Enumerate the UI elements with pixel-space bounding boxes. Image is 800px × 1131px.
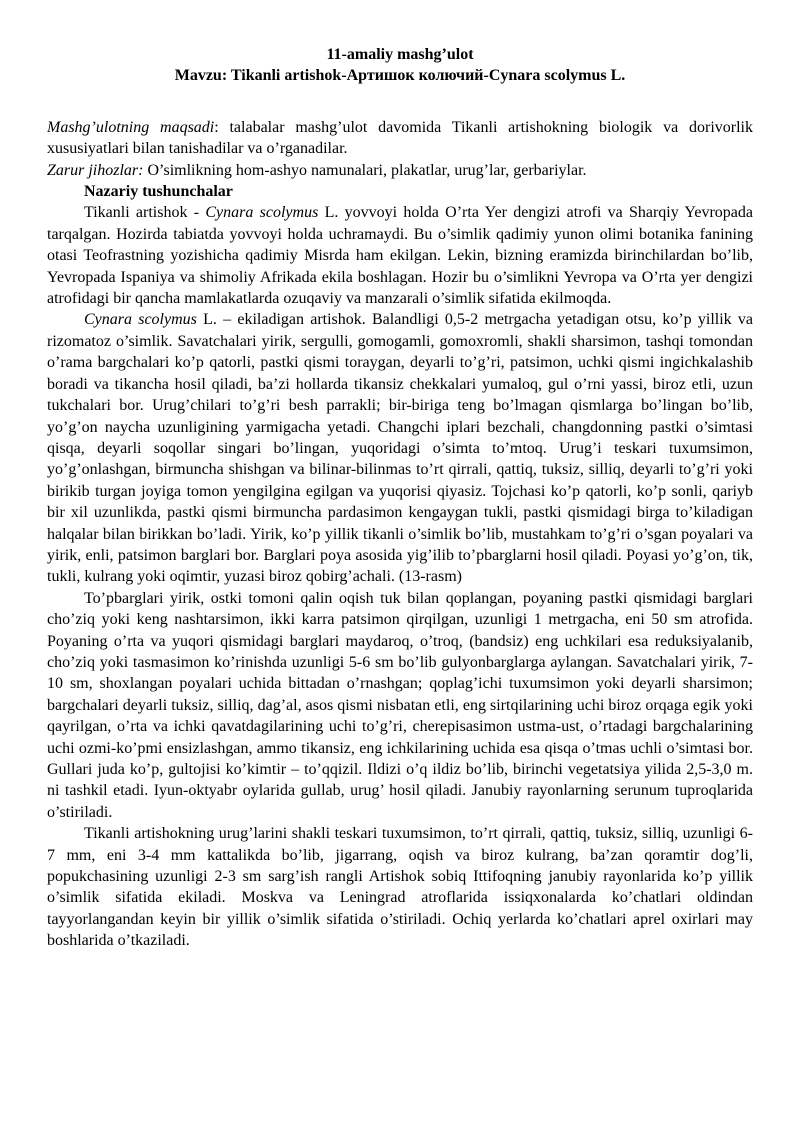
paragraph-seeds: Tikanli artishokning urug’larini shakli teskari tuxumsimon, to’rt qirrali, qattiq, tuksiz, silliq, uzunligi 6-7 mm, eni 3-4 mm kattalikda bo’lib, jigarrang, oqish va biroz kulrang, ba’zan qoramtir dog’li, popukchasining uzunligi 2-3 sm sarg’ish rangli Artishok sobiq Ittifoqning janubiy rayonlarida ko’p yillik o’simlik sifatida ekiladi. Moskva va Leningrad atroflarida issiqxonalarda ko’chatlari oldindan tayyorlangandan keyin bir yillik o’simlik sifatida o’stiriladi. Ochiq yerlarda ko’chatlari aprel oxirlari may boshlarida o’tkaziladi.	[47, 825, 753, 950]
objective-text: : talabalar mashg’ulot davomida Tikanli artishokning biologik va dorivorlik xususiyatlari bilan tanishadilar va o’rganadilar.	[47, 118, 753, 158]
equipment-text: O’simlikning hom-ashyo namunalari, plakatlar, urug’lar, gerbariylar.	[143, 161, 587, 179]
paragraph-intro	[47, 202, 753, 309]
description-text: L. – ekiladigan artishok. Balandligi 0,5-2 metrgacha yetadigan otsu, ko’p yillik va rizomatoz o’simlik. Savatchalari yirik, sergulli, gomogamli, gomoxromli, shakli sharsimon, tashqi tomondan o’rama bargchalari ko’p qatorli, pastki qismi toraygan, deyarli to’g’ri, patsimon, uchki qismi ingichkalashib boradi va tikancha hosil qiladi, ba’zi hollarda tikansiz chekkalari yumaloq, gul o’rni yassi, biroz etli, uzun tukchalari bor. Urug’chilari to’g’ri besh parrakli; bir-biriga teng bo’lmagan qismlarga bo’lingan bo’lib, yo’g’on naycha uzunligining yarmigacha yetadi. Changchi iplari bezchali, changdonning pastki o’simtasi qisqa, deyarli soqollar singari bo’lingan, yuqoridagi o’simta to’mtoq. Urug’i teskari tuxumsimon, yo’g’onlashgan, birmuncha shishgan va bilinar-bilinmas to’rt qirrali, qattiq, tuksiz, silliq, deyarli to’g’ri yoki birikib turgan joyiga tomon yengilgina egilgan va yuqorisi qiyasiz. Tojchasi ko’p qatorli, ko’p sonli, qariyb bir xil uzunlikda, pastki qismi birmuncha pardasimon kengaygan tukli, pastki qismidagi birga to’kiladigan halqalar bilan birikkan bo’ladi. Yirik, ko’p yillik tikanli o’simlik bo’lib, mustahkam to’g’ri o’sgan poyalari va yirik, enli, patsimon barglari bor. Barglari poya asosida yig’ilib to’pbarglarni hosil qiladi. Poyasi yo’g’on, tik, tukli, kulrang yoki oqimtir, yuzasi biroz qobirg’achali. (13-rasm)	[47, 311, 754, 586]
intro-latin-name: Cynara scolymus	[205, 204, 319, 222]
paragraph-description	[47, 309, 753, 587]
objective-label: Mashg’ulotning maqsadi	[47, 118, 215, 136]
lesson-number-title: 11-amaliy mashg’ulot	[326, 46, 474, 63]
intro-text-post: L. yovvoyi holda O’rta Yer dengizi atrofi va Sharqiy Yevropada tarqalgan. Hozirda tabiatda yovvoyi holda uchramaydi. Bu o’simlik qadimiy yunon olimi botanika fanining otasi Teofrastning yozishicha qadimiy Misrda ham ekilgan. Lekin, bizning eramizda birinchilardan bo’lib, Yevropada Ispaniya va shimoliy Afrikada ekila boshlagan. Hozir bu o’simlikni Yevropa va O’rta yer dengizi atrofidagi bir qancha mamlakatlarda ozuqaviy va manzarali o’simlik sifatida ekilmoqda.	[47, 204, 753, 308]
intro-text-pre: Tikanli artishok -	[84, 204, 206, 222]
description-latin-name: Cynara scolymus	[84, 311, 197, 329]
paragraph-leaves: To’pbarglari yirik, ostki tomoni qalin oqish tuk bilan qoplangan, poyaning pastki qismidagi barglari cho’ziq yoki keng nashtarsimon, ikki karra patsimon qirqilgan, uzunligi 1 metrgacha, eni 50 sm atrofida. Poyaning o’rta va yuqori qismidagi barglari maydaroq, o’troq, (bandsiz) eng uchkilari esa reduksiyalanib, cho’ziq yoki tasmasimon ko’rinishda uzunligi 5-6 sm bo’lib gulyonbarglarga aylangan. Savatchalari yirik, 7-10 sm, shoxlangan poyalari uchida bittadan o’rnashgan; qoplag’ichi tuxumsimon yoki deyarli sharsimon; bargchalari deyarli tuksiz, silliq, dag’al, asos qismi nisbatan etli, eng sirtqilarining uchi biroz orqaga egik yoki qayrilgan, o’rta va ichki qavatdagilarining uchi to’g’ri, cherepisasimon ustma-ust, o’rtadagi bargchalarining uchi ozmi-ko’pmi ensizlashgan, ammo tikansiz, eng ichkilarining uchida esa qisqa o’tmas uchli o’simtasi bor. Gullari juda ko’p, gultojisi ko’kimtir – to’qqizil. Ildizi o’q ildiz bo’lib, birinchi vegetatsiya yilida 2,5-3,0 m. ni tashkil etadi. Iyun-oktyabr oylarida gullab, urug’ hosil qiladi. Janubiy rayonlarning serunum tuproqlarida o’stiriladi.	[47, 589, 753, 821]
paragraph-objective	[47, 117, 753, 160]
paragraph-equipment	[47, 160, 753, 181]
lesson-topic-title: Mavzu: Tikanli artishok-Артишок колючий-Cynara scolymus L.	[174, 67, 626, 85]
document-header	[47, 44, 753, 87]
equipment-label: Zarur jihozlar:	[47, 161, 144, 179]
theory-heading: Nazariy tushunchalar	[84, 183, 233, 201]
